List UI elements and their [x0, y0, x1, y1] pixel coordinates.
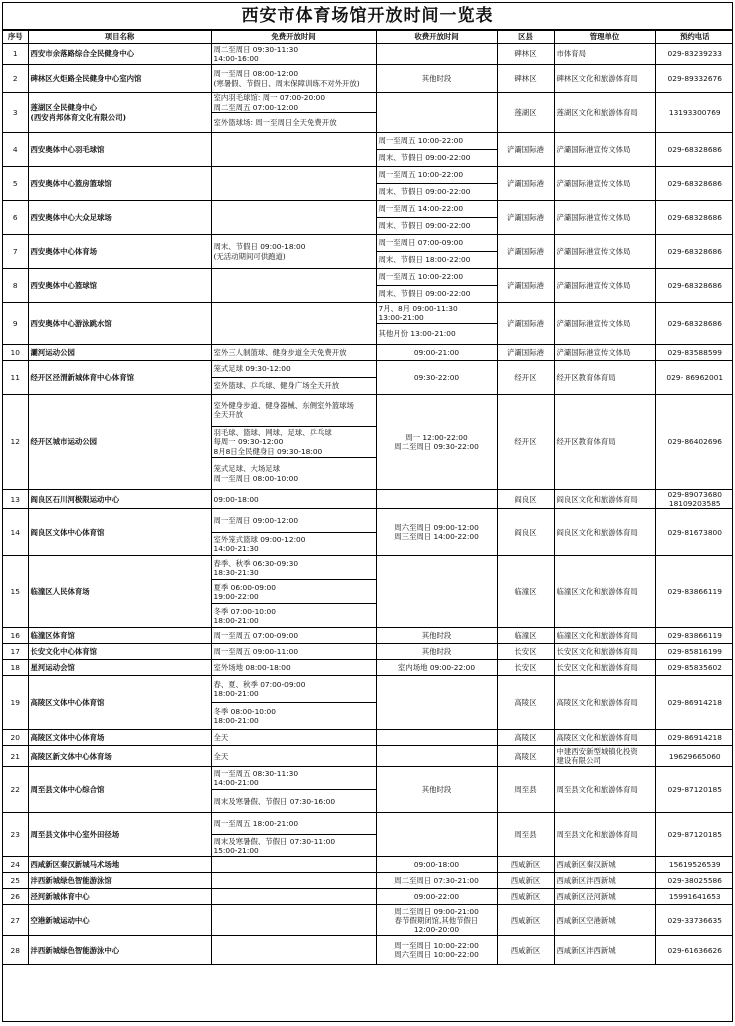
district: 西咸新区 [497, 873, 554, 889]
row-number: 20 [3, 730, 28, 746]
phone-number: 13193300769 [655, 93, 733, 133]
phone-number: 15619526539 [655, 857, 733, 873]
managing-unit: 碑林区文化和旅游体育局 [554, 65, 655, 93]
paid-hours: 周末、节假日 09:00-22:00 [376, 184, 497, 201]
phone-number: 029-86402696 [655, 395, 733, 490]
paid-hours: 周一 12:00-22:00 周二至周日 09:30-22:00 [376, 395, 497, 490]
free-hours: 周一至周五 08:30-11:30 14:00-21:00 [211, 767, 376, 790]
table-row [3, 489, 733, 508]
venue-name: 周至县文体中心室外田径场 [28, 813, 211, 857]
free-hours: 周二至周日 09:30-11:30 14:00-16:00 [211, 44, 376, 65]
table-row [3, 730, 733, 746]
row-number: 5 [3, 167, 28, 201]
free-hours: 室外篮球场: 周一至周日全天免费开放 [211, 113, 376, 133]
managing-unit: 临潼区文化和旅游体育局 [554, 628, 655, 644]
district: 浐灞国际港 [497, 235, 554, 269]
venue-table [3, 30, 733, 965]
paid-hours: 周一至周五 10:00-22:00 [376, 133, 497, 150]
venue-name: 临潼区体育馆 [28, 628, 211, 644]
phone-number: 029-83866119 [655, 556, 733, 628]
row-number: 17 [3, 644, 28, 660]
district: 碑林区 [497, 65, 554, 93]
table-row [3, 905, 733, 936]
paid-hours: 周一至周五 14:00-22:00 [376, 201, 497, 218]
free-hours [211, 201, 376, 235]
table-row [3, 936, 733, 965]
district: 长安区 [497, 644, 554, 660]
free-hours: 室外场地 08:00-18:00 [211, 660, 376, 676]
table-row [3, 269, 733, 286]
row-number: 24 [3, 857, 28, 873]
phone-number: 029-89332676 [655, 65, 733, 93]
phone-number: 029-85816199 [655, 644, 733, 660]
paid-hours [376, 44, 497, 65]
managing-unit: 浐灞国际港宣传文体局 [554, 167, 655, 201]
table-row [3, 133, 733, 150]
row-number: 21 [3, 746, 28, 767]
district: 高陵区 [497, 746, 554, 767]
table-row [3, 889, 733, 905]
row-number: 22 [3, 767, 28, 813]
phone-number: 029-61636626 [655, 936, 733, 965]
managing-unit: 市体育局 [554, 44, 655, 65]
free-hours: 周一至周五 07:00-09:00 [211, 628, 376, 644]
district: 高陵区 [497, 730, 554, 746]
venue-name: 星河运动会馆 [28, 660, 211, 676]
district: 高陵区 [497, 676, 554, 730]
venue-name: 高陵区文体中心体育场 [28, 730, 211, 746]
row-number: 8 [3, 269, 28, 303]
table-row [3, 201, 733, 218]
paid-hours: 09:30-22:00 [376, 361, 497, 395]
managing-unit: 西咸新区沣西新城 [554, 873, 655, 889]
venue-name: 莲湖区全民健身中心 (西安肖邦体育文化有限公司) [28, 93, 211, 133]
phone-number: 029-85835602 [655, 660, 733, 676]
free-hours: 室外三人制篮球、健身步道全天免费开放 [211, 345, 376, 361]
free-hours: 室外健身步道、健身器械、东侧室外篮球场 全天开放 [211, 395, 376, 427]
paid-hours: 其他时段 [376, 65, 497, 93]
district: 浐灞国际港 [497, 133, 554, 167]
phone-number: 029-81673800 [655, 509, 733, 556]
paid-hours: 09:00-21:00 [376, 345, 497, 361]
district: 阎良区 [497, 509, 554, 556]
district: 经开区 [497, 361, 554, 395]
paid-hours: 周末、节假日 09:00-22:00 [376, 218, 497, 235]
row-number: 18 [3, 660, 28, 676]
district: 西咸新区 [497, 857, 554, 873]
venue-name: 西咸新区秦汉新城马术场地 [28, 857, 211, 873]
table-row [3, 303, 733, 324]
row-number: 11 [3, 361, 28, 395]
row-number: 19 [3, 676, 28, 730]
district: 周至县 [497, 813, 554, 857]
managing-unit: 浐灞国际港宣传文体局 [554, 235, 655, 269]
venue-name: 经开区泾渭新城体育中心体育馆 [28, 361, 211, 395]
page-title: 西安市体育场馆开放时间一览表 [3, 3, 732, 30]
row-number: 28 [3, 936, 28, 965]
row-number: 3 [3, 93, 28, 133]
paid-hours: 室内场地 09:00-22:00 [376, 660, 497, 676]
paid-hours: 周末、节假日 18:00-22:00 [376, 252, 497, 269]
paid-hours: 周末、节假日 09:00-22:00 [376, 286, 497, 303]
free-hours [211, 857, 376, 873]
paid-hours: 周六至周日 09:00-12:00 周三至周日 14:00-22:00 [376, 509, 497, 556]
managing-unit: 浐灞国际港宣传文体局 [554, 303, 655, 345]
header-paid-hours: 收费开放时间 [376, 31, 497, 44]
paid-hours: 其他时段 [376, 628, 497, 644]
row-number: 13 [3, 489, 28, 508]
venue-name: 西安奥体中心体育场 [28, 235, 211, 269]
header-district: 区县 [497, 31, 554, 44]
free-hours: 笼式足球 09:30-12:00 [211, 361, 376, 378]
paid-hours [376, 556, 497, 628]
phone-number: 029-87120185 [655, 767, 733, 813]
venue-name: 西安奥体中心篮房篮球馆 [28, 167, 211, 201]
table-row [3, 65, 733, 93]
managing-unit: 西咸新区空港新城 [554, 905, 655, 936]
venue-name: 高陵区新文体中心体育场 [28, 746, 211, 767]
free-hours: 冬季 07:00-10:00 18:00-21:00 [211, 604, 376, 628]
managing-unit: 高陵区文化和旅游体育局 [554, 730, 655, 746]
phone-number: 029-68328686 [655, 235, 733, 269]
district: 浐灞国际港 [497, 269, 554, 303]
free-hours: 周一至周日 08:00-12:00 (寒暑假、节假日、周末保障训练不对外开放) [211, 65, 376, 93]
table-row [3, 93, 733, 113]
free-hours: 周末及寒暑假、节假日 07:30-16:00 [211, 790, 376, 813]
free-hours: 全天 [211, 746, 376, 767]
managing-unit: 阎良区文化和旅游体育局 [554, 489, 655, 508]
phone-number: 029-38025586 [655, 873, 733, 889]
venue-name: 泾河新城体育中心 [28, 889, 211, 905]
free-hours: 春、夏、秋季 07:00-09:00 18:00-21:00 [211, 676, 376, 703]
venue-name: 高陵区文体中心体育馆 [28, 676, 211, 730]
table-header-row [3, 31, 733, 44]
phone-number: 029-68328686 [655, 201, 733, 235]
row-number: 16 [3, 628, 28, 644]
managing-unit: 西咸新区泾河新城 [554, 889, 655, 905]
venue-name: 西安奥体中心羽毛球馆 [28, 133, 211, 167]
paid-hours [376, 813, 497, 857]
table-row [3, 235, 733, 252]
row-number: 2 [3, 65, 28, 93]
paid-hours: 09:00-22:00 [376, 889, 497, 905]
managing-unit: 长安区文化和旅游体育局 [554, 644, 655, 660]
district: 浐灞国际港 [497, 345, 554, 361]
free-hours [211, 167, 376, 201]
row-number: 9 [3, 303, 28, 345]
table-row [3, 660, 733, 676]
paid-hours [376, 730, 497, 746]
managing-unit: 周至县文化和旅游体育局 [554, 767, 655, 813]
venue-name: 西安奥体中心游泳跳水馆 [28, 303, 211, 345]
free-hours: 夏季 06:00-09:00 19:00-22:00 [211, 580, 376, 604]
phone-number: 15991641653 [655, 889, 733, 905]
managing-unit: 临潼区文化和旅游体育局 [554, 556, 655, 628]
free-hours: 09:00-18:00 [211, 489, 376, 508]
venue-name: 西安市余落路综合全民健身中心 [28, 44, 211, 65]
free-hours: 冬季 08:00-10:00 18:00-21:00 [211, 703, 376, 730]
district: 临潼区 [497, 556, 554, 628]
paid-hours [376, 746, 497, 767]
venue-name: 空港新城运动中心 [28, 905, 211, 936]
row-number: 23 [3, 813, 28, 857]
venue-name: 临潼区人民体育场 [28, 556, 211, 628]
managing-unit: 周至县文化和旅游体育局 [554, 813, 655, 857]
phone-number: 029-83866119 [655, 628, 733, 644]
free-hours [211, 133, 376, 167]
table-row [3, 44, 733, 65]
phone-number: 029-68328686 [655, 269, 733, 303]
row-number: 4 [3, 133, 28, 167]
managing-unit: 经开区教育体育局 [554, 395, 655, 490]
phone-number: 029-68328686 [655, 133, 733, 167]
row-number: 27 [3, 905, 28, 936]
managing-unit: 长安区文化和旅游体育局 [554, 660, 655, 676]
district: 浐灞国际港 [497, 303, 554, 345]
free-hours [211, 889, 376, 905]
district: 西咸新区 [497, 905, 554, 936]
paid-hours [376, 489, 497, 508]
venue-name: 灞河运动公园 [28, 345, 211, 361]
row-number: 25 [3, 873, 28, 889]
document-page [2, 2, 733, 1022]
header-free-hours: 免费开放时间 [211, 31, 376, 44]
managing-unit: 西咸新区沣西新城 [554, 936, 655, 965]
district: 临潼区 [497, 628, 554, 644]
row-number: 10 [3, 345, 28, 361]
free-hours [211, 936, 376, 965]
paid-hours: 其他月份 13:00-21:00 [376, 324, 497, 345]
row-number: 6 [3, 201, 28, 235]
header-phone: 预约电话 [655, 31, 733, 44]
district: 碑林区 [497, 44, 554, 65]
district: 阎良区 [497, 489, 554, 508]
venue-name: 经开区城市运动公园 [28, 395, 211, 490]
district: 浐灞国际港 [497, 167, 554, 201]
free-hours [211, 905, 376, 936]
table-row [3, 167, 733, 184]
free-hours: 羽毛球、篮球、网球、足球、乒乓球 每周一 09:30-12:00 8月8日全民健身日 09:30-18:00 [211, 426, 376, 458]
free-hours: 全天 [211, 730, 376, 746]
table-row [3, 857, 733, 873]
phone-number: 029-86914218 [655, 676, 733, 730]
paid-hours: 7月、8月 09:00-11:30 13:00-21:00 [376, 303, 497, 324]
district: 莲湖区 [497, 93, 554, 133]
free-hours: 周一至周五 18:00-21:00 [211, 813, 376, 835]
paid-hours: 其他时段 [376, 644, 497, 660]
district: 西咸新区 [497, 889, 554, 905]
free-hours: 笼式足球、大场足球 周一至周日 08:00-10:00 [211, 458, 376, 490]
phone-number: 029-89073680 18109203585 [655, 489, 733, 508]
managing-unit: 浐灞国际港宣传文体局 [554, 133, 655, 167]
phone-number: 029-68328686 [655, 167, 733, 201]
venue-name: 西安奥体中心篮球馆 [28, 269, 211, 303]
phone-number: 029-68328686 [655, 303, 733, 345]
paid-hours: 周末、节假日 09:00-22:00 [376, 150, 497, 167]
row-number: 7 [3, 235, 28, 269]
managing-unit: 高陵区文化和旅游体育局 [554, 676, 655, 730]
paid-hours: 周一至周五 10:00-22:00 [376, 167, 497, 184]
venue-name: 沣西新城绿色智能游泳馆 [28, 873, 211, 889]
row-number: 12 [3, 395, 28, 490]
managing-unit: 经开区教育体育局 [554, 361, 655, 395]
managing-unit: 浐灞国际港宣传文体局 [554, 201, 655, 235]
venue-name: 长安文化中心体育馆 [28, 644, 211, 660]
managing-unit: 浐灞国际港宣传文体局 [554, 269, 655, 303]
table-row [3, 676, 733, 703]
phone-number: 029-87120185 [655, 813, 733, 857]
district: 西咸新区 [497, 936, 554, 965]
paid-hours: 周二至周日 09:00-21:00 春节假期闭馆,其他节假日 12:00-20:00 [376, 905, 497, 936]
managing-unit: 西咸新区秦汉新城 [554, 857, 655, 873]
header-name: 项目名称 [28, 31, 211, 44]
table-row [3, 873, 733, 889]
free-hours [211, 303, 376, 345]
managing-unit: 中建西安新型城镇化投资 建设有限公司 [554, 746, 655, 767]
free-hours: 周一至周五 09:00-11:00 [211, 644, 376, 660]
free-hours [211, 873, 376, 889]
phone-number: 19629665060 [655, 746, 733, 767]
paid-hours: 09:00-18:00 [376, 857, 497, 873]
phone-number: 029-33736635 [655, 905, 733, 936]
table-row [3, 767, 733, 790]
free-hours: 周末及寒暑假、节假日 07:30-11:00 15:00-21:00 [211, 835, 376, 857]
row-number: 1 [3, 44, 28, 65]
free-hours: 周一至周日 09:00-12:00 [211, 509, 376, 533]
managing-unit: 浐灞国际港宣传文体局 [554, 345, 655, 361]
table-row [3, 345, 733, 361]
paid-hours: 周一至周五 10:00-22:00 [376, 269, 497, 286]
free-hours: 室外笼式篮球 09:00-12:00 14:00-21:30 [211, 532, 376, 556]
header-unit: 管理单位 [554, 31, 655, 44]
venue-name: 西安奥体中心大众足球场 [28, 201, 211, 235]
row-number: 26 [3, 889, 28, 905]
managing-unit: 阎良区文化和旅游体育局 [554, 509, 655, 556]
venue-name: 沣西新城绿色智能游泳中心 [28, 936, 211, 965]
row-number: 15 [3, 556, 28, 628]
district: 经开区 [497, 395, 554, 490]
managing-unit: 莲湖区文化和旅游体育局 [554, 93, 655, 133]
phone-number: 029-83239233 [655, 44, 733, 65]
free-hours: 室内羽毛球馆: 周一 07:00-20:00 周二至周五 07:00-12:00 [211, 93, 376, 113]
table-row [3, 509, 733, 533]
paid-hours: 周一至周日 10:00-22:00 周六至周日 10:00-22:00 [376, 936, 497, 965]
free-hours: 室外篮球、乒乓球、健身广场全天开放 [211, 378, 376, 395]
header-no: 序号 [3, 31, 28, 44]
phone-number: 029-86914218 [655, 730, 733, 746]
table-row [3, 361, 733, 378]
table-row [3, 628, 733, 644]
phone-number: 029- 86962001 [655, 361, 733, 395]
free-hours: 周末、节假日 09:00-18:00 (无活动期间可供跑道) [211, 235, 376, 269]
paid-hours: 周一至周日 07:00-09:00 [376, 235, 497, 252]
paid-hours: 周二至周日 07:30-21:00 [376, 873, 497, 889]
venue-name: 碑林区火炬路全民健身中心室内馆 [28, 65, 211, 93]
paid-hours [376, 93, 497, 133]
free-hours: 春季、秋季 06:30-09:30 18:30-21:30 [211, 556, 376, 580]
paid-hours [376, 676, 497, 730]
table-row [3, 746, 733, 767]
district: 周至县 [497, 767, 554, 813]
table-row [3, 556, 733, 580]
row-number: 14 [3, 509, 28, 556]
venue-name: 周至县文体中心综合馆 [28, 767, 211, 813]
free-hours [211, 269, 376, 303]
table-row [3, 644, 733, 660]
district: 浐灞国际港 [497, 201, 554, 235]
district: 长安区 [497, 660, 554, 676]
table-row [3, 813, 733, 835]
phone-number: 029-83588599 [655, 345, 733, 361]
table-row [3, 395, 733, 427]
venue-name: 阎良区石川河极限运动中心 [28, 489, 211, 508]
venue-name: 阎良区文体中心体育馆 [28, 509, 211, 556]
paid-hours: 其他时段 [376, 767, 497, 813]
